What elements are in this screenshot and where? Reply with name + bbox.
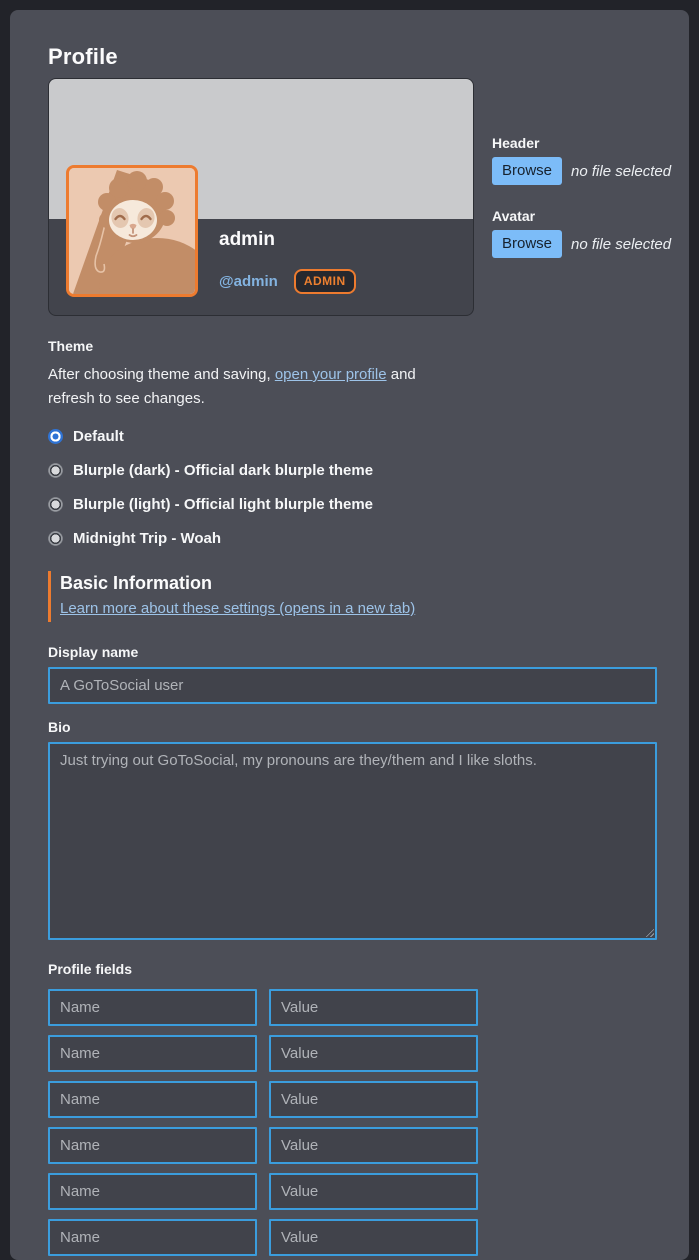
profile-field-row-2 (48, 1035, 658, 1072)
avatar (66, 165, 198, 297)
theme-description (48, 363, 658, 411)
bio-label: Bio (48, 719, 71, 735)
radio-selected-icon[interactable] (48, 429, 63, 444)
preview-username: @admin (219, 273, 278, 290)
page-title: Profile (48, 44, 118, 69)
profile-field-name-input-1[interactable] (48, 989, 257, 1026)
theme-option-blurple-dark[interactable]: Blurple (dark) - Official dark blurple theme (48, 462, 658, 479)
radio-unselected-icon[interactable] (48, 497, 63, 512)
upload-controls (492, 78, 671, 316)
avatar-browse-button[interactable]: Browse (492, 230, 562, 258)
theme-radio-group (48, 428, 658, 547)
header-upload-label: Header (492, 135, 540, 151)
bio-textarea[interactable] (48, 742, 657, 940)
profile-field-value-input-2[interactable] (269, 1035, 478, 1072)
theme-option-midnight-trip[interactable]: Midnight Trip - Woah (48, 530, 658, 547)
profile-field-row-5 (48, 1173, 658, 1210)
profile-field-name-input-5[interactable] (48, 1173, 257, 1210)
avatar-sloth-image (69, 168, 195, 294)
profile-preview-card (48, 78, 474, 316)
preview-handle-row (219, 269, 356, 294)
profile-settings-panel (10, 10, 689, 1260)
learn-more-link[interactable]: Learn more about these settings (opens in a new tab) (60, 600, 416, 617)
profile-preview-section (48, 78, 672, 316)
preview-display-name: admin (219, 229, 275, 250)
admin-role-badge: ADMIN (294, 269, 356, 294)
profile-field-row-1 (48, 989, 658, 1026)
basic-information-section-header (48, 571, 658, 622)
profile-field-name-input-6[interactable] (48, 1219, 257, 1256)
header-upload-row (492, 157, 671, 185)
profile-field-name-input-4[interactable] (48, 1127, 257, 1164)
theme-desc-line2: refresh to see changes. (48, 390, 205, 407)
header-file-status: no file selected (571, 162, 672, 180)
profile-field-value-input-4[interactable] (269, 1127, 478, 1164)
header-browse-button[interactable]: Browse (492, 157, 562, 185)
theme-desc-pre: After choosing theme and saving, (48, 366, 275, 383)
profile-field-value-input-5[interactable] (269, 1173, 478, 1210)
basic-information-title: Basic Information (60, 573, 213, 593)
bio-field-wrap (48, 742, 657, 940)
theme-option-default[interactable]: Default (48, 428, 658, 445)
display-name-label: Display name (48, 644, 139, 660)
open-your-profile-link[interactable]: open your profile (274, 366, 387, 383)
profile-field-value-input-1[interactable] (269, 989, 478, 1026)
theme-option-blurple-light[interactable]: Blurple (light) - Official light blurple theme (48, 496, 658, 513)
radio-unselected-icon[interactable] (48, 531, 63, 546)
theme-label: Theme (48, 338, 94, 354)
profile-field-value-input-6[interactable] (269, 1219, 478, 1256)
theme-section (48, 338, 658, 547)
profile-field-row-6 (48, 1219, 658, 1256)
display-name-input[interactable] (48, 667, 657, 704)
theme-desc-post: and (386, 366, 416, 383)
profile-field-row-3 (48, 1081, 658, 1118)
radio-unselected-icon[interactable] (48, 463, 63, 478)
avatar-file-status: no file selected (571, 235, 672, 253)
profile-field-name-input-2[interactable] (48, 1035, 257, 1072)
profile-fields-label: Profile fields (48, 961, 133, 977)
profile-field-name-input-3[interactable] (48, 1081, 257, 1118)
avatar-upload-row (492, 230, 671, 258)
avatar-upload-label: Avatar (492, 208, 536, 224)
profile-field-value-input-3[interactable] (269, 1081, 478, 1118)
profile-field-row-4 (48, 1127, 658, 1164)
